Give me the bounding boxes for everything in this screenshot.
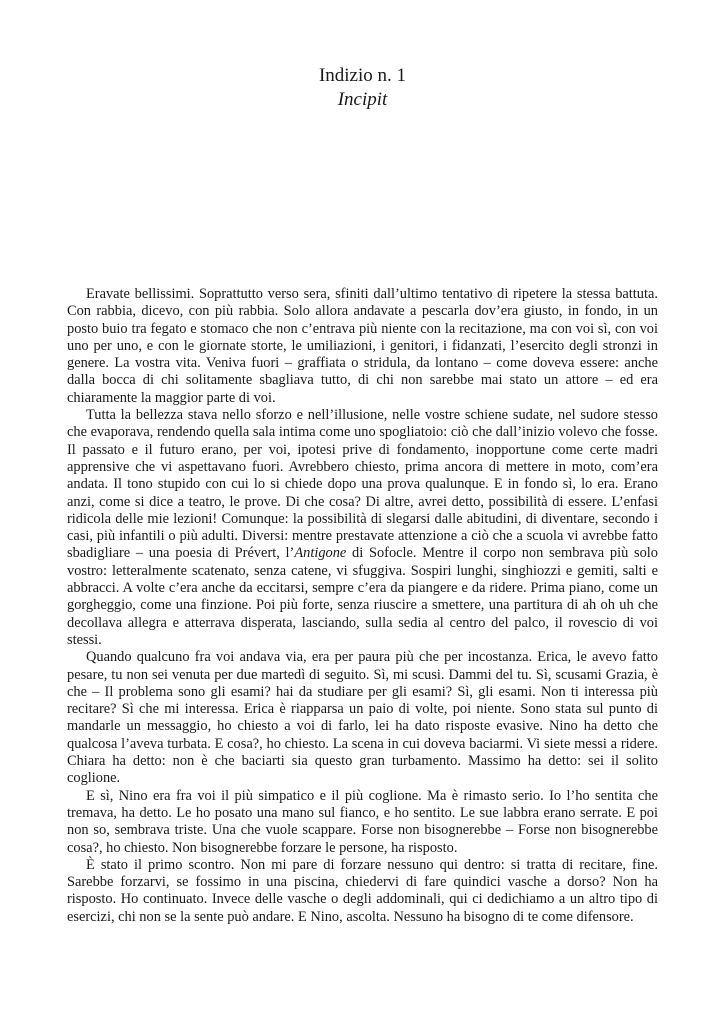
paragraph-3: Quando qualcuno fra voi andava via, era per paura più che per incostanza. Erica, le avevo fatto pesare, tu non sei venuta per due martedì di seguito. Sì, mi scusi. Dammi del tu. Sì, scusami Grazia, è che – Il problema sono gli esami? hai da studiare per gli esami? Sì, gli esami. Non ti interessa più recitare? Sì che mi interessa. Erica è riapparsa un paio di volte, poi niente. Sono stata sul punto di mandarle un messaggio, ho chiesto a voi di farlo, lei ha dato risposte evasive. Nino ha detto che qualcosa l’aveva turbata. E cosa?, ho chiesto. La scena in cui doveva baciarmi. Vi siete messi a ridere. Chiara ha detto: non è che baciarti sia questo gran turbamento. Massimo ha detto: sei il solito coglione. [67, 649, 658, 787]
paragraph-5: È stato il primo scontro. Non mi pare di forzare nessuno qui dentro: si tratta di recitare, fine. Sarebbe forzarvi, se fossimo in una piscina, chiedervi di fare quindici vasche a dorso? Non ha risposto. Ho continuato. Invece delle vasche o degli addominali, qui ci dedichiamo a un altro tipo di esercizi, chi non se la sente può andare. E Nino, ascolta. Nessuno ha bisogno di te come difensore. [67, 856, 658, 925]
body-text [67, 286, 658, 926]
paragraph-2-end: di Sofocle. Mentre il corpo non sembrava più solo vostro: letteralmente scatenato, senza catene, vi sfuggiva. Sospiri lunghi, singhiozzi e gemiti, salti e abbracci. A volte c’era anche da eccitarsi, sempre c’era da piangere e da ridere. Prima piano, come un gorgheggio, come una finzione. Poi più forte, senza riuscire a smettere, una partitura di ah oh uh che decollava allegra e atterrava disperata, lasciando, sulla sedia al centro del palco, il rovescio di voi stessi. [67, 545, 658, 648]
paragraph-2-start: Tutta la bellezza stava nello sforzo e nell’illusione, nelle vostre schiene sudate, nel sudore stesso che evaporava, rendendo quella sala intima come uno spogliatoio: ciò che dall’inizio volevo che fosse. Il passato e il futuro erano, per voi, ipotesi prive di fondamento, inopportune come certe madri apprensive che vi aspettavano fuori. Avrebbero chiesto, prima ancora di mettere in moto, com’era andata. Il tono stupido con cui lo si chiede dopo una prova qualunque. E in fondo sì, lo era. Erano anzi, come si dice a teatro, le prove. Di che cosa? Di altre, avrei detto, possibilità di essere. L’enfasi ridicola delle mie lezioni! Comunque: la possibilità di slegarsi dalle abitudini, di diventare, secondo i casi, più infantili o più adulti. Diversi: mentre prestavate attenzione a ciò che a scuola vi avrebbe fatto sbadigliare – una poesia di Prévert, l’ [67, 407, 658, 562]
chapter-title: Indizio n. 1 [318, 65, 407, 86]
paragraph-2 [67, 407, 658, 649]
chapter-subtitle: Incipit [337, 89, 388, 110]
chapter-heading [0, 64, 725, 112]
work-title-antigone: Antigone [294, 545, 347, 562]
paragraph-1: Eravate bellissimi. Soprattutto verso sera, sfiniti dall’ultimo tentativo di ripetere la stessa battuta. Con rabbia, dicevo, con più rabbia. Solo allora andavate a pescarla dov’era giusto, in fondo, in un posto buio tra fegato e stomaco che non c’entrava più niente con la recitazione, ma con voi sì, con voi uno per uno, e con le giornate storte, le umiliazioni, i genitori, i fidanzati, l’esercito degli stronzi in genere. La vostra vita. Veniva fuori – graffiata o stridula, da lontano – come doveva essere: anche dalla bocca di chi solitamente sbagliava tutto, di chi non sarebbe mai stato un attore – ed era chiaramente la maggior parte di voi. [67, 286, 658, 406]
paragraph-4: E sì, Nino era fra voi il più simpatico e il più coglione. Ma è rimasto serio. Io l’ho sentita che tremava, ha detto. Le ho posato una mano sul fianco, e ho sentito. Le sue labbra erano serrate. E poi non so, sembrava triste. Una che vuole scappare. Forse non bisognerebbe – Forse non bisognerebbe cosa?, ho chiesto. Non bisognerebbe forzare le persone, ha risposto. [67, 787, 658, 856]
